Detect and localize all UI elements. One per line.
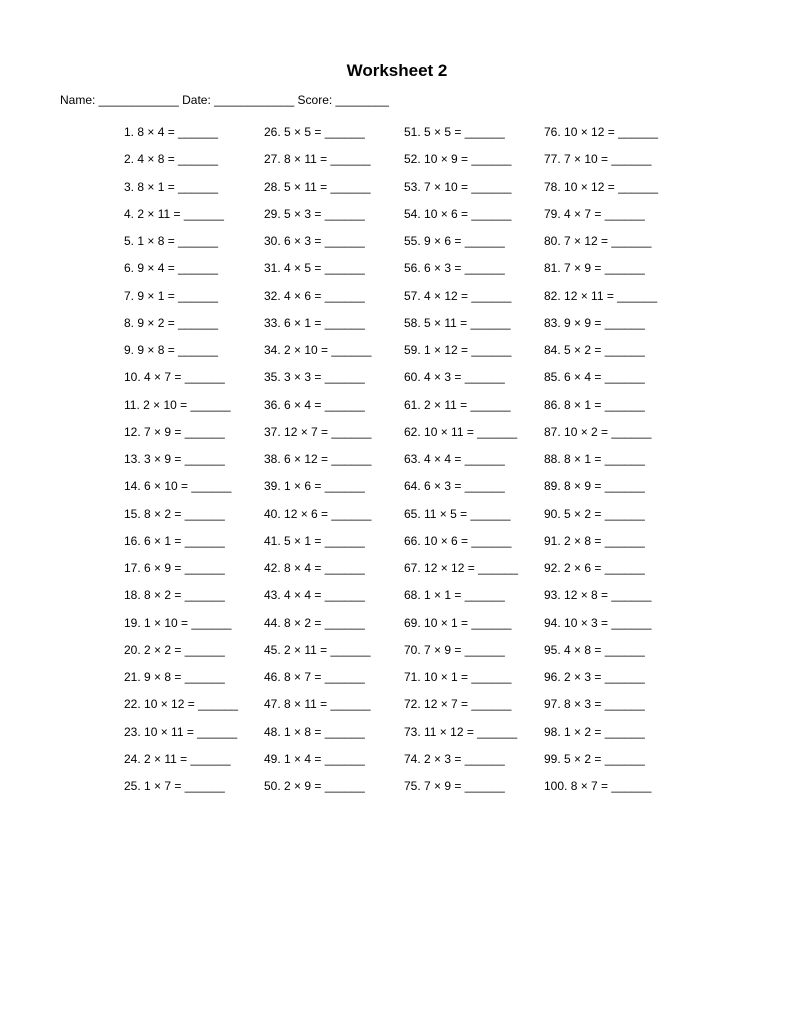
problem-item: 83. 9 × 9 = ______ [544,315,645,330]
problem-item: 24. 2 × 11 = ______ [124,751,231,766]
problem-item: 19. 1 × 10 = ______ [124,615,232,630]
problem-item: 59. 1 × 12 = ______ [404,343,512,357]
problem-item: 68. 1 × 1 = ______ [404,588,505,603]
problem-item: 46. 8 × 7 = ______ [264,670,365,684]
problem-item: 75. 7 × 9 = ______ [404,779,505,793]
problem-item: 96. 2 × 3 = ______ [544,670,645,684]
problem-item: 89. 8 × 9 = ______ [544,479,645,494]
problem-item: 40. 12 × 6 = ______ [264,506,372,521]
problem-item: 60. 4 × 3 = ______ [404,370,505,385]
problem-item: 44. 8 × 2 = ______ [264,615,365,630]
problem-item: 69. 10 × 1 = ______ [404,615,512,630]
problem-item: 54. 10 × 6 = ______ [404,206,512,221]
problem-item: 95. 4 × 8 = ______ [544,642,645,657]
problem-item: 98. 1 × 2 = ______ [544,724,645,739]
problem-item: 64. 6 × 3 = ______ [404,479,505,494]
problem-item: 28. 5 × 11 = ______ [264,179,371,194]
problem-column-1 [124,124,238,805]
problem-item: 7. 9 × 1 = ______ [124,288,219,303]
problem-item: 35. 3 × 3 = ______ [264,370,365,385]
problem-item: 66. 10 × 6 = ______ [404,533,512,548]
problem-item: 15. 8 × 2 = ______ [124,506,225,521]
problem-item: 72. 12 × 7 = ______ [404,697,512,712]
problem-item: 57. 4 × 12 = ______ [404,288,512,303]
problem-item: 2. 4 × 8 = ______ [124,152,219,167]
problem-item: 11. 2 × 10 = ______ [124,397,231,412]
problem-item: 51. 5 × 5 = ______ [404,125,505,139]
problem-item: 65. 11 × 5 = ______ [404,506,511,521]
student-info-line: Name: ____________ Date: ____________ Score: ________ [60,93,389,107]
problem-item: 78. 10 × 12 = ______ [544,179,659,194]
problem-column-2 [264,124,371,805]
problem-item: 92. 2 × 6 = ______ [544,561,645,575]
problem-item: 6. 9 × 4 = ______ [124,261,219,276]
problem-item: 3. 8 × 1 = ______ [124,179,219,194]
problem-item: 21. 9 × 8 = ______ [124,670,225,684]
problem-item: 20. 2 × 2 = ______ [124,642,225,657]
problem-item: 100. 8 × 7 = ______ [544,779,652,793]
problem-item: 90. 5 × 2 = ______ [544,506,645,521]
problem-item: 22. 10 × 12 = ______ [124,697,239,712]
problem-item: 32. 4 × 6 = ______ [264,288,365,303]
problem-item: 25. 1 × 7 = ______ [124,779,225,793]
problem-item: 55. 9 × 6 = ______ [404,234,505,248]
problem-item: 38. 6 × 12 = ______ [264,452,372,466]
problem-item: 84. 5 × 2 = ______ [544,343,645,357]
problem-item: 76. 10 × 12 = ______ [544,125,659,139]
problem-item: 63. 4 × 4 = ______ [404,452,505,466]
problem-item: 62. 10 × 11 = ______ [404,424,518,439]
problem-item: 88. 8 × 1 = ______ [544,452,645,466]
problem-item: 56. 6 × 3 = ______ [404,261,505,276]
problem-item: 71. 10 × 1 = ______ [404,670,512,684]
problem-item: 1. 8 × 4 = ______ [124,125,219,139]
problem-item: 49. 1 × 4 = ______ [264,751,365,766]
problem-item: 8. 9 × 2 = ______ [124,315,219,330]
problem-item: 87. 10 × 2 = ______ [544,424,652,439]
problem-item: 18. 8 × 2 = ______ [124,588,225,603]
problem-item: 99. 5 × 2 = ______ [544,751,645,766]
problem-item: 17. 6 × 9 = ______ [124,561,225,575]
problem-item: 41. 5 × 1 = ______ [264,533,365,548]
problem-item: 53. 7 × 10 = ______ [404,179,512,194]
problem-item: 34. 2 × 10 = ______ [264,343,372,357]
problem-item: 94. 10 × 3 = ______ [544,615,652,630]
problem-item: 45. 2 × 11 = ______ [264,642,371,657]
problem-item: 37. 12 × 7 = ______ [264,424,372,439]
problem-item: 81. 7 × 9 = ______ [544,261,645,276]
problem-item: 74. 2 × 3 = ______ [404,751,505,766]
problem-item: 91. 2 × 8 = ______ [544,533,645,548]
problem-item: 42. 8 × 4 = ______ [264,561,365,575]
problem-item: 36. 6 × 4 = ______ [264,397,365,412]
problem-item: 82. 12 × 11 = ______ [544,288,658,303]
problem-item: 79. 4 × 7 = ______ [544,206,645,221]
problem-item: 93. 12 × 8 = ______ [544,588,652,603]
page-title: Worksheet 2 [346,61,448,80]
problem-item: 86. 8 × 1 = ______ [544,397,645,412]
problem-item: 30. 6 × 3 = ______ [264,234,365,248]
problem-item: 9. 9 × 8 = ______ [124,343,219,357]
problem-item: 12. 7 × 9 = ______ [124,424,225,439]
problem-item: 39. 1 × 6 = ______ [264,479,365,494]
problem-item: 33. 6 × 1 = ______ [264,315,365,330]
problem-item: 73. 11 × 12 = ______ [404,724,518,739]
problem-item: 50. 2 × 9 = ______ [264,779,365,793]
problem-item: 5. 1 × 8 = ______ [124,234,219,248]
problem-item: 47. 8 × 11 = ______ [264,697,371,712]
problem-item: 85. 6 × 4 = ______ [544,370,645,385]
problem-item: 31. 4 × 5 = ______ [264,261,365,276]
problem-item: 4. 2 × 11 = ______ [124,206,224,221]
problem-item: 48. 1 × 8 = ______ [264,724,365,739]
problem-item: 43. 4 × 4 = ______ [264,588,365,603]
problem-item: 58. 5 × 11 = ______ [404,315,511,330]
problem-item: 70. 7 × 9 = ______ [404,642,505,657]
problem-item: 16. 6 × 1 = ______ [124,533,225,548]
problem-item: 97. 8 × 3 = ______ [544,697,645,712]
problem-column-4 [544,124,658,805]
problem-item: 27. 8 × 11 = ______ [264,152,371,167]
problem-item: 80. 7 × 12 = ______ [544,234,652,248]
problem-item: 29. 5 × 3 = ______ [264,206,365,221]
problem-item: 77. 7 × 10 = ______ [544,152,652,167]
problem-item: 61. 2 × 11 = ______ [404,397,511,412]
problem-item: 52. 10 × 9 = ______ [404,152,512,167]
problem-item: 13. 3 × 9 = ______ [124,452,225,466]
problem-item: 26. 5 × 5 = ______ [264,125,365,139]
problem-item: 14. 6 × 10 = ______ [124,479,232,494]
problem-column-3 [404,124,518,805]
problem-item: 23. 10 × 11 = ______ [124,724,238,739]
problem-item: 10. 4 × 7 = ______ [124,370,225,385]
problem-item: 67. 12 × 12 = ______ [404,561,519,575]
